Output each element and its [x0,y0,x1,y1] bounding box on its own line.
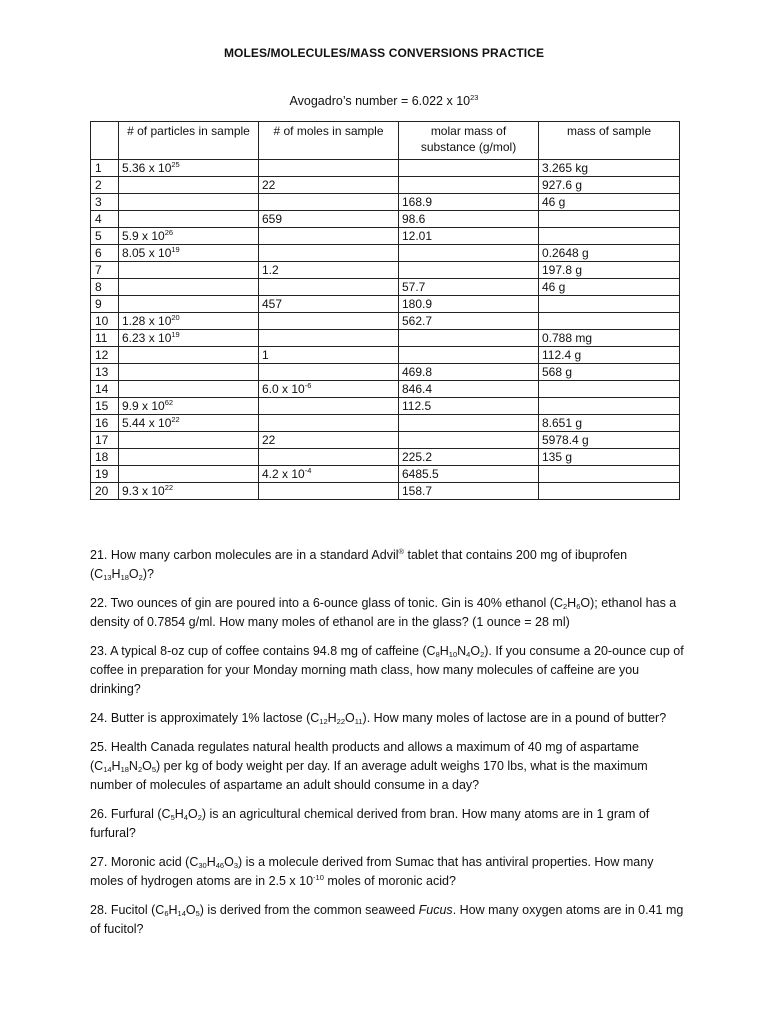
row-number-cell [91,330,119,347]
row-number-cell-value: 15 [95,399,109,413]
mass-cell [539,160,680,177]
header-cell-moles: # of moles in sample [259,122,399,160]
subscript: 5 [170,813,175,822]
moles-cell [259,483,399,500]
particles-cell-exponent: 26 [164,228,174,237]
subscript: 4 [466,650,471,659]
moles-cell [259,449,399,466]
moles-cell [259,279,399,296]
molar-mass-cell [399,381,539,398]
moles-cell [259,466,399,483]
question-text: ) is derived from the common seaweed [199,903,419,917]
molar-mass-cell [399,160,539,177]
superscript: ® [398,547,405,556]
mass-cell [539,415,680,432]
question-text: tablet that contains 200 mg of ibuprofen (C [90,548,628,581]
question-item [90,738,690,795]
question-item [90,594,690,632]
question-item [90,805,690,843]
moles-cell [259,194,399,211]
row-number-cell-value: 16 [95,416,109,430]
row-number-cell-value: 17 [95,433,109,447]
superscript: -10 [313,873,324,882]
particles-cell-exponent: 20 [171,313,180,322]
molar-mass-cell [399,432,539,449]
table-row [91,160,680,177]
particles-cell [119,347,259,364]
row-number-cell-value: 13 [95,365,109,379]
table-row [91,211,680,228]
moles-cell-value: 659 [262,212,283,226]
particles-cell [119,177,259,194]
subscript: 6 [576,602,581,611]
subscript: 22 [336,717,345,726]
moles-cell-value: 1.2 [262,263,279,277]
table-row [91,279,680,296]
row-number-cell [91,296,119,313]
particles-cell [119,364,259,381]
moles-cell [259,347,399,364]
particles-cell [119,381,259,398]
row-number-cell-value: 14 [95,382,109,396]
row-number-cell [91,347,119,364]
table-row [91,330,680,347]
question-text: O [224,855,234,869]
question-item [90,901,690,939]
moles-cell [259,398,399,415]
mass-cell [539,228,680,245]
subscript: 13 [103,573,112,582]
question-item [90,642,690,699]
row-number-cell [91,449,119,466]
row-number-cell-value: 10 [95,314,109,328]
particles-cell [119,415,259,432]
question-text: H [111,759,121,773]
row-number-cell [91,245,119,262]
moles-cell-value: 457 [262,297,283,311]
question-text: O [345,711,355,725]
molar-mass-cell [399,177,539,194]
molar-mass-cell-value: 12.01 [402,229,433,243]
particles-cell [119,449,259,466]
molar-mass-cell [399,330,539,347]
particles-cell-value: 9.3 x 10 [122,484,165,498]
subscript: 2 [138,573,143,582]
practice-table [90,121,680,500]
row-number-cell [91,228,119,245]
question-text: ) is a molecule derived from Sumac that has antiviral properties. How many moles of hydrogen atoms are in 2.5 x 10 [90,855,654,888]
particles-cell [119,483,259,500]
row-number-cell-value: 20 [95,484,109,498]
molar-mass-cell [399,211,539,228]
row-number-cell-value: 19 [95,467,109,481]
row-number-cell-value: 3 [95,195,102,209]
table-row [91,228,680,245]
particles-cell [119,262,259,279]
question-text: H [327,711,337,725]
worksheet-title: MOLES/MOLECULES/MASS CONVERSIONS PRACTICE [223,46,545,60]
row-number-cell-value: 12 [95,348,109,362]
mass-cell [539,449,680,466]
particles-cell [119,245,259,262]
moles-cell [259,160,399,177]
mass-cell-value: 135 g [542,450,573,464]
moles-cell [259,211,399,228]
moles-cell-exponent: -6 [304,381,312,390]
table-row [91,449,680,466]
subscript: 12 [319,717,328,726]
table-row [91,296,680,313]
row-number-cell [91,194,119,211]
row-number-cell-value: 7 [95,263,102,277]
question-text: O [187,807,198,821]
subscript: 14 [177,909,186,918]
particles-cell-exponent: 19 [171,330,180,339]
question-text: ) per kg of body weight per day. If an average adult weighs 170 lbs, what is the maximum number of molecules of aspartame an adult should consume in a day? [90,759,648,792]
question-text: O); ethanol has a density of 0.7854 g/ml. How many moles of ethanol are in the glass? (1 ounce = 28 ml) [90,596,677,629]
molar-mass-cell [399,296,539,313]
question-text: moles of moronic acid? [323,874,456,888]
row-number-cell-value: 6 [95,246,102,260]
row-number-cell [91,262,119,279]
table-row [91,483,680,500]
subscript: 5 [195,909,200,918]
question-text: H [567,596,577,610]
table-body [91,160,680,500]
table-row [91,381,680,398]
moles-cell [259,177,399,194]
question-text: Fucus [418,903,453,917]
question-text: H [168,903,178,917]
moles-cell-value: 4.2 x 10 [262,467,305,481]
table-header-row [91,122,680,160]
question-text: 21. How many carbon molecules are in a standard Advil [90,548,399,562]
molar-mass-cell-value: 562.7 [402,314,433,328]
particles-cell-value: 6.23 x 10 [122,331,172,345]
subscript: 6 [164,909,169,918]
question-text: N [457,644,467,658]
molar-mass-cell-value: 469.8 [402,365,433,379]
particles-cell-value: 1.28 x 10 [122,314,172,328]
molar-mass-cell-value: 180.9 [402,297,433,311]
row-number-cell-value: 9 [95,297,102,311]
subscript: 18 [120,573,129,582]
mass-cell [539,330,680,347]
moles-cell [259,381,399,398]
mass-cell-value: 0.788 mg [542,331,593,345]
molar-mass-cell [399,262,539,279]
avogadro-text: Avogadro’s number = 6.022 x 10 [289,94,471,108]
question-text: 22. Two ounces of gin are poured into a 6-ounce glass of tonic. Gin is 40% ethanol (C [90,596,563,610]
table-row [91,313,680,330]
subscript: 5 [151,765,157,774]
row-number-cell-value: 2 [95,178,102,192]
question-text: ) is an agricultural chemical derived from bran. How many atoms are in 1 gram of furfural? [90,807,650,840]
question-text: H [206,855,216,869]
particles-cell-exponent: 19 [171,245,180,254]
particles-cell-value: 5.36 x 10 [122,161,172,175]
moles-cell [259,262,399,279]
row-number-cell [91,364,119,381]
mass-cell [539,211,680,228]
moles-cell [259,296,399,313]
molar-mass-cell-value: 158.7 [402,484,433,498]
molar-mass-cell [399,245,539,262]
molar-mass-cell-value: 57.7 [402,280,426,294]
question-item [90,546,690,584]
particles-cell [119,279,259,296]
particles-cell-exponent: 22 [164,483,174,492]
question-text: )? [142,567,154,581]
particles-cell-value: 9.9 x 10 [122,399,165,413]
molar-mass-cell [399,483,539,500]
particles-cell [119,228,259,245]
moles-cell [259,245,399,262]
moles-cell [259,313,399,330]
mass-cell-value: 3.265 kg [542,161,589,175]
mass-cell [539,347,680,364]
particles-cell [119,466,259,483]
subscript: 30 [198,861,207,870]
moles-cell [259,432,399,449]
header-cell-number [91,122,119,160]
table-row [91,245,680,262]
row-number-cell [91,415,119,432]
mass-cell [539,262,680,279]
header-cell-molar-mass: molar mass of substance (g/mol) [399,122,539,160]
question-text: H [439,644,449,658]
molar-mass-cell-value: 98.6 [402,212,426,226]
mass-cell [539,296,680,313]
mass-cell-value: 0.2648 g [542,246,589,260]
particles-cell [119,432,259,449]
subscript: 2 [480,650,485,659]
particles-cell [119,194,259,211]
row-number-cell [91,483,119,500]
subscript: 8 [435,650,440,659]
particles-cell-exponent: 25 [171,160,180,169]
subscript: 14 [103,765,112,774]
table-row [91,262,680,279]
row-number-cell-value: 8 [95,280,102,294]
question-text: 23. A typical 8-oz cup of coffee contains 94.8 mg of caffeine (C [90,644,436,658]
mass-cell-value: 112.4 g [542,348,582,362]
molar-mass-cell-value: 846.4 [402,382,433,396]
mass-cell [539,364,680,381]
row-number-cell [91,313,119,330]
row-number-cell [91,160,119,177]
moles-cell [259,330,399,347]
table-row [91,194,680,211]
subscript: 11 [354,717,363,726]
particles-cell-value: 5.44 x 10 [122,416,172,430]
question-item [90,853,690,891]
question-text: 28. Fucitol (C [90,903,165,917]
particles-cell [119,296,259,313]
avogadro-number [0,94,768,108]
row-number-cell-value: 18 [95,450,109,464]
mass-cell [539,279,680,296]
question-text: 26. Furfural (C [90,807,171,821]
molar-mass-cell [399,347,539,364]
table-row [91,177,680,194]
question-text: O [142,759,152,773]
molar-mass-cell [399,313,539,330]
row-number-cell [91,211,119,228]
particles-cell-value: 8.05 x 10 [122,246,172,260]
moles-cell [259,364,399,381]
header-cell-particles: # of particles in sample [119,122,259,160]
question-text: ). How many moles of lactose are in a pound of butter? [362,711,667,725]
question-text: ). If you consume a 20-ounce cup of coffee in preparation for your Monday morning math class, how many molecules of caffeine are you drinking? [90,644,684,696]
mass-cell-value: 46 g [542,195,566,209]
question-text: O [128,567,139,581]
mass-cell [539,466,680,483]
row-number-cell [91,398,119,415]
subscript: 18 [120,765,129,774]
moles-cell-value: 22 [262,178,276,192]
question-text: H [174,807,184,821]
moles-cell-exponent: -4 [304,466,312,475]
row-number-cell-value: 4 [95,212,102,226]
particles-cell [119,160,259,177]
mass-cell [539,398,680,415]
row-number-cell [91,177,119,194]
mass-cell-value: 5978.4 g [542,433,589,447]
row-number-cell-value: 1 [95,161,102,175]
mass-cell-value: 568 g [542,365,573,379]
row-number-cell [91,279,119,296]
molar-mass-cell [399,194,539,211]
molar-mass-cell [399,415,539,432]
subscript: 46 [215,861,225,870]
moles-cell [259,228,399,245]
question-text: O [470,644,481,658]
moles-cell [259,415,399,432]
moles-cell-value: 1 [262,348,269,362]
molar-mass-cell [399,398,539,415]
table-row [91,432,680,449]
molar-mass-cell-value: 112.5 [402,399,432,413]
mass-cell [539,245,680,262]
row-number-cell [91,381,119,398]
row-number-cell-value: 5 [95,229,102,243]
mass-cell-value: 927.6 g [542,178,583,192]
molar-mass-cell-value: 225.2 [402,450,433,464]
mass-cell-value: 197.8 g [542,263,583,277]
row-number-cell-value: 11 [95,331,108,345]
molar-mass-cell-value: 6485.5 [402,467,439,481]
table-row [91,347,680,364]
mass-cell [539,313,680,330]
particles-cell-exponent: 62 [164,398,174,407]
subscript: 10 [448,650,458,659]
molar-mass-cell [399,449,539,466]
molar-mass-cell [399,279,539,296]
table-row [91,466,680,483]
moles-cell-value: 6.0 x 10 [262,382,305,396]
question-item [90,709,690,728]
question-text: . How many oxygen atoms are in 0.41 mg of fucitol? [90,903,684,936]
molar-mass-cell [399,228,539,245]
table-row [91,415,680,432]
molar-mass-cell [399,466,539,483]
particles-cell-exponent: 22 [171,415,180,424]
row-number-cell [91,466,119,483]
mass-cell-value: 46 g [542,280,566,294]
mass-cell [539,483,680,500]
particles-cell-value: 5.9 x 10 [122,229,165,243]
subscript: 4 [183,813,188,822]
particles-cell [119,313,259,330]
molar-mass-cell [399,364,539,381]
particles-cell [119,398,259,415]
question-text: 25. Health Canada regulates natural health products and allows a maximum of 40 mg of aspartame (C [90,740,639,773]
row-number-cell [91,432,119,449]
mass-cell [539,432,680,449]
avogadro-exponent: 23 [470,93,479,102]
mass-cell-value: 8.651 g [542,416,583,430]
questions-list [90,546,690,949]
question-text: O [185,903,196,917]
header-cell-mass: mass of sample [539,122,680,160]
mass-cell [539,177,680,194]
question-text: 27. Moronic acid (C [90,855,199,869]
subscript: 2 [137,765,143,774]
mass-cell [539,194,680,211]
table-row [91,398,680,415]
particles-cell [119,211,259,228]
moles-cell-value: 22 [262,433,276,447]
question-text: 24. Butter is approximately 1% lactose (C [90,711,320,725]
question-text: N [128,759,138,773]
particles-cell [119,330,259,347]
table-row [91,364,680,381]
molar-mass-cell-value: 168.9 [402,195,433,209]
question-text: H [111,567,121,581]
subscript: 3 [233,861,238,870]
mass-cell [539,381,680,398]
subscript: 2 [197,813,202,822]
subscript: 2 [562,602,568,611]
